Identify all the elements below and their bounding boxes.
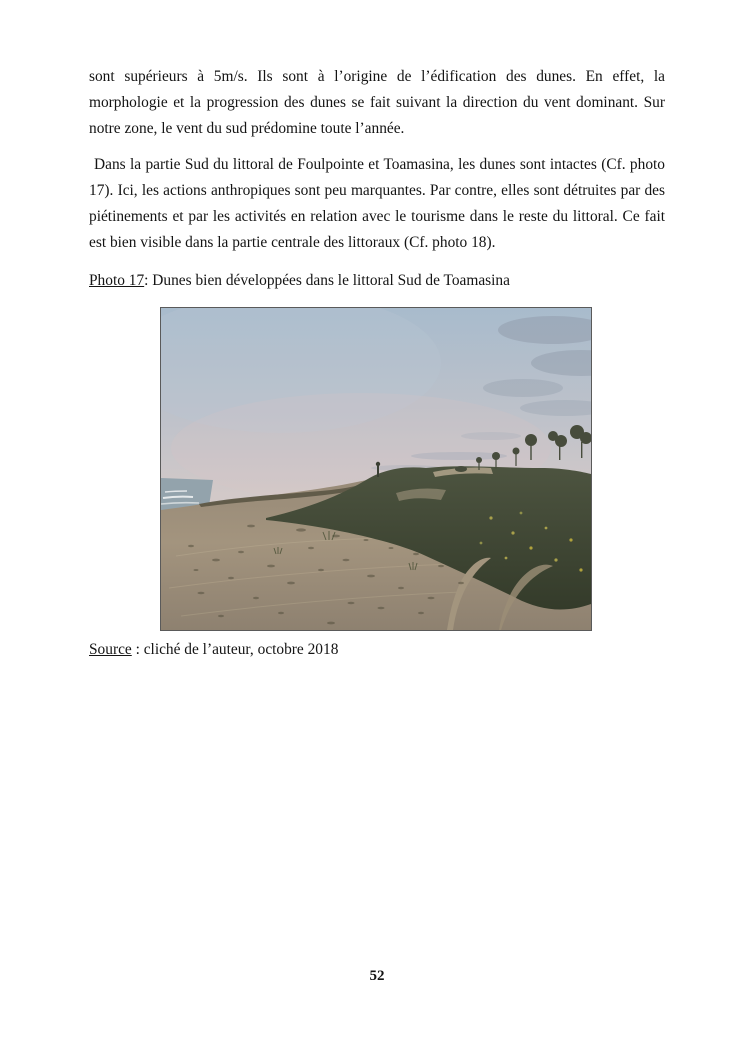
page-content	[89, 64, 665, 663]
source-line	[89, 637, 665, 663]
dune-photo-illustration	[161, 308, 591, 630]
source-text: : cliché de l’auteur, octobre 2018	[131, 641, 339, 658]
paragraph-wind-dunes: sont supérieurs à 5m/s. Ils sont à l’origine de l’édification des dunes. En effet, la morphologie et la progression des dunes se fait suivant la direction du vent dominant. Sur notre zone, le vent du sud prédomine toute l’année.	[89, 68, 665, 137]
page-number: 52	[369, 968, 385, 984]
photo-caption	[89, 268, 665, 294]
paragraph-littoral-dunes: Dans la partie Sud du littoral de Foulpointe et Toamasina, les dunes sont intactes (Cf. photo 17). Ici, les actions anthropiques sont peu marquantes. Par contre, elles sont détruites par des piétinements et par les activités en relation avec le tourisme dans le reste du littoral. Ce fait est bien visible dans la partie centrale des littoraux (Cf. photo 18).	[89, 156, 665, 251]
photo-caption-separator: :	[144, 272, 153, 289]
photo-caption-label: Photo 17	[89, 272, 145, 289]
photo-caption-text: Dunes bien développées dans le littoral Sud de Toamasina	[152, 272, 510, 289]
photo-17-dune-image	[160, 307, 592, 631]
source-label: Source	[89, 641, 132, 658]
